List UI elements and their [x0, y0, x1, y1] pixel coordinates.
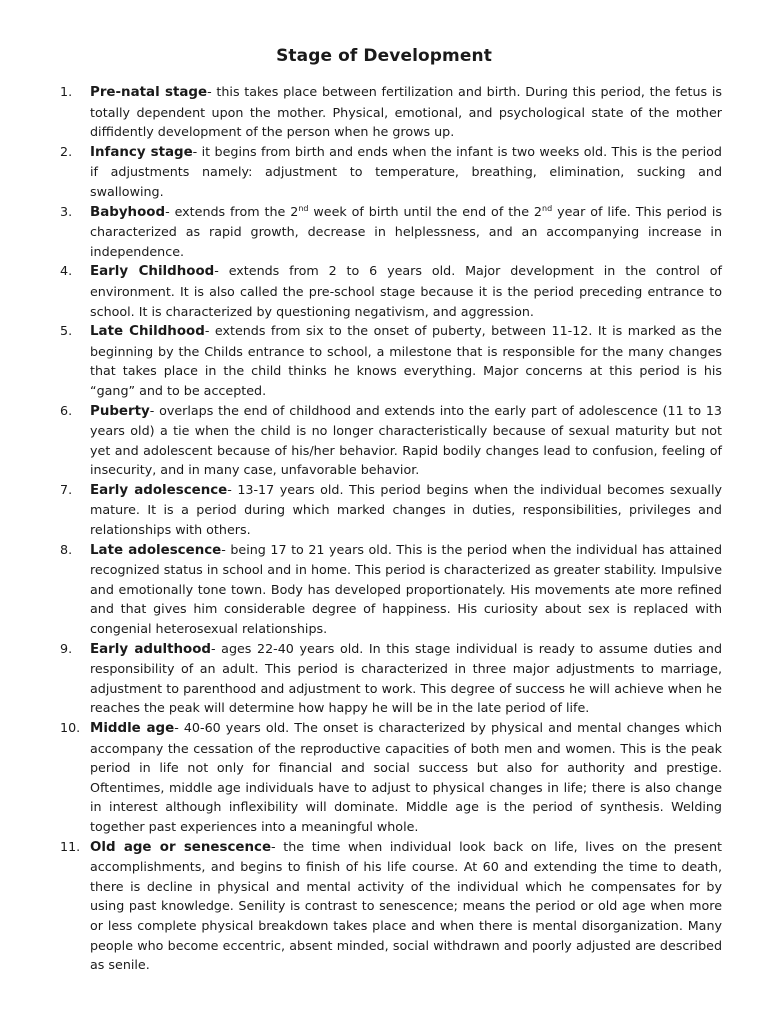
item-number: 6. [60, 402, 73, 418]
item-number: 10. [60, 720, 81, 735]
ordinal-suffix: nd [542, 203, 553, 213]
item-number: 3. [60, 203, 73, 219]
stage-term: Babyhood [90, 204, 166, 220]
item-number: 7. [60, 481, 73, 497]
ordinal-suffix: nd [298, 203, 309, 213]
stage-term: Middle age [90, 721, 175, 736]
stage-term: Pre-natal stage [90, 85, 208, 100]
item-number: 1. [60, 84, 73, 99]
stage-description: - overlaps the end of childhood and extends into the early part of adolescence (11 to 13 years old) a tie when the child is no longer characteristically because of sexual maturity but not yet and adolescent because of his/her behavior. Rapid bodily changes lead to confusion, feeling of insecurity, and in many case, unfavorable behavior. [90, 402, 722, 478]
list-item [60, 261, 722, 321]
list-item [60, 321, 722, 400]
stage-list [60, 82, 722, 975]
stage-term: Early adulthood [90, 641, 211, 657]
list-item [60, 401, 722, 480]
stage-description: year of life. This period is characterized as rapid growth, decrease in helplessness, and an accompanying increase in independence. [90, 203, 722, 259]
stage-description: - being 17 to 21 years old. This is the period when the individual has attained recognized status in school and in home. This period is characterized as greater stability. Impulsive and emotionally tone town. Body has developed proportionately. His movements ate more refined and that gives him considerable degree of happiness. His curiosity about sex is replaced with congenial heterosexual relationships. [90, 541, 723, 637]
item-number: 8. [60, 541, 73, 557]
stage-description: - extends from 2 to 6 years old. Major development in the control of environment. It is also called the pre-school stage because it is the period preceding entrance to school. It is characterized by questioning negativism, and aggression. [90, 263, 723, 319]
stage-description: - ages 22-40 years old. In this stage individual is ready to assume duties and responsibility of an adult. This period is characterized in three major adjustments to marriage, adjustment to parenthood and adjustment to work. This degree of success he will achieve when he reaches the peak will determine how happy he will be in the late period of life. [90, 640, 723, 716]
stage-term: Late adolescence [90, 542, 222, 558]
list-item [60, 540, 722, 639]
list-item [60, 639, 722, 718]
list-item [60, 718, 722, 837]
item-number: 11. [60, 838, 81, 854]
item-number: 9. [60, 640, 73, 656]
stage-term: Old age or senescence [90, 839, 272, 855]
list-item [60, 82, 722, 142]
item-number: 4. [60, 263, 73, 279]
stage-description: - it begins from birth and ends when the infant is two weeks old. This is the period if adjustments namely: adjustment to temperature, breathing, elimination, sucking and swallowing. [90, 143, 722, 199]
stage-term: Late Childhood [90, 324, 205, 340]
stage-term: Early adolescence [90, 482, 228, 498]
stage-description: - extends from the 2 [165, 203, 299, 219]
stage-description: - 40-60 years old. The onset is characterized by physical and mental changes which accompany the cessation of the reproductive capacities of both men and women. This is the peak period in life not only for financial and social success but also for authority and prestige. Oftentimes, middle age individuals have to adjust to physical changes in life; there is also change in interest although inflexibility will dominate. Middle age is the period of synthesis. Welding together past experiences into a meaningful whole. [90, 720, 723, 834]
stage-description: - 13-17 years old. This period begins when the individual becomes sexually mature. It is a period during which marked changes in duties, responsibilities, privileges and relationships with others. [90, 481, 722, 538]
page-title: Stage of Development [276, 46, 492, 66]
item-number: 5. [60, 323, 73, 339]
stage-term: Puberty [90, 403, 150, 419]
list-item [60, 202, 722, 262]
stage-description: - this takes place between fertilization and birth. During this period, the fetus is totally dependent upon the mother. Physical, emotional, and psychological state of the mother diffidently development of the person when he grows up. [90, 84, 722, 140]
list-item [60, 480, 722, 540]
item-number: 2. [60, 143, 73, 159]
stage-term: Infancy stage [90, 144, 193, 160]
list-item [60, 142, 722, 202]
stage-term: Early Childhood [90, 264, 215, 280]
stage-description: - extends from six to the onset of puberty, between 11-12. It is marked as the beginning by the Childs entrance to school, a milestone that is responsible for the many changes that takes place in the child thinks he knows everything. Major concerns at this period is his “gang” and to be accepted. [90, 323, 722, 398]
list-item [60, 837, 722, 975]
stage-description: - the time when individual look back on life, lives on the present accomplishments, and begins to finish of his life course. At 60 and extending the time to death, there is decline in physical and mental activity of the individual which he compensates for by using past knowledge. Senility is contrast to senescence; means the period or old age when more or less complete physical breakdown takes place and when there is mental disorganization. Many people who become eccentric, absent minded, social withdrawn and poorly adjusted are described as senile. [90, 838, 722, 973]
stage-description: week of birth until the end of the 2 [308, 203, 542, 219]
